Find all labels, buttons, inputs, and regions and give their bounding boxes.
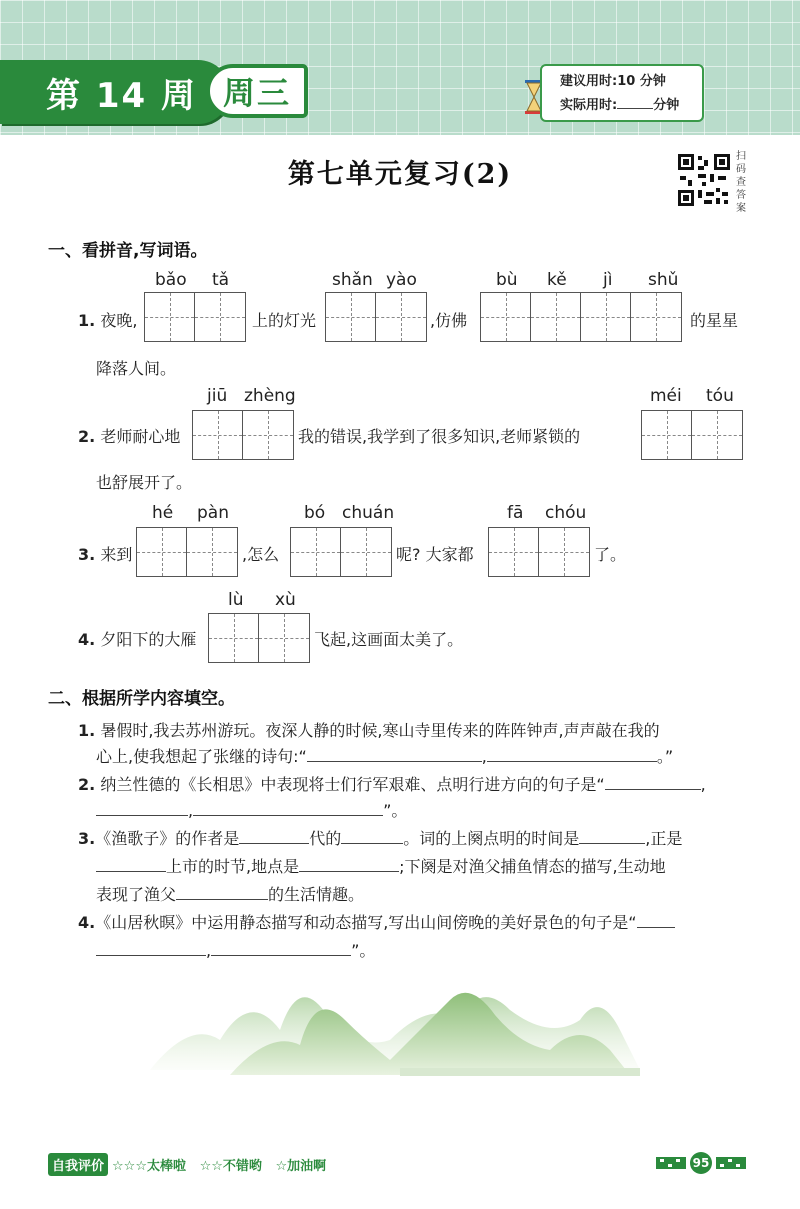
fill-blank[interactable] [96, 941, 206, 956]
actual-time-blank[interactable] [617, 94, 653, 109]
fill-blank[interactable] [96, 801, 188, 816]
answer-grid[interactable] [641, 410, 743, 460]
question-text: 的星星 [690, 311, 739, 330]
answer-grid[interactable] [488, 527, 590, 577]
section2-heading: 二、根据所学内容填空。 [48, 689, 235, 709]
question-text: 上的灯光 [252, 311, 317, 330]
star-icon[interactable]: ☆☆☆ [112, 1159, 147, 1174]
question-text: ,仿佛 [430, 311, 468, 330]
fill-blank[interactable] [487, 747, 657, 762]
question-text: 1. 夜晚, [78, 311, 138, 330]
question-text: 也舒展开了。 [96, 473, 193, 492]
pinyin: bǎo [155, 270, 187, 290]
pinyin: tóu [706, 386, 734, 406]
question-text: , ”。 [96, 798, 407, 821]
actual-time: 实际用时: 分钟 [560, 94, 702, 118]
fill-blank[interactable] [239, 829, 309, 844]
question-text: 了。 [594, 545, 627, 564]
pinyin: kě [547, 270, 567, 290]
star-icon[interactable]: ☆☆ [199, 1159, 223, 1174]
answer-grid[interactable] [208, 613, 310, 663]
time-box [540, 64, 704, 122]
suggested-time: 建议用时:10 分钟 [560, 74, 666, 89]
question-text: 2. 老师耐心地 [78, 427, 181, 446]
pinyin: lù [228, 590, 244, 610]
fill-blank[interactable] [579, 829, 645, 844]
pinyin: tǎ [212, 270, 230, 290]
pinyin: chóu [545, 503, 587, 523]
pinyin: fā [507, 503, 524, 523]
answer-grid[interactable] [136, 527, 238, 577]
pinyin: zhèng [244, 386, 296, 406]
question-text: 我的错误,我学到了很多知识,老师紧锁的 [298, 427, 581, 446]
fill-blank[interactable] [307, 747, 482, 762]
answer-grid[interactable] [480, 292, 682, 342]
qr-code-icon[interactable] [676, 152, 732, 208]
pinyin: bù [496, 270, 518, 290]
pinyin: yào [386, 270, 417, 290]
pinyin: shǎn [332, 270, 373, 290]
pinyin: chuán [342, 503, 395, 523]
fill-blank[interactable] [637, 913, 675, 928]
pinyin: hé [152, 503, 174, 523]
pinyin: shǔ [648, 270, 679, 290]
section1-heading: 一、看拼音,写词语。 [48, 241, 208, 261]
page-title: 第七单元复习(2) [287, 159, 513, 190]
pinyin: bó [304, 503, 326, 523]
self-evaluation [48, 1153, 326, 1176]
fill-blank[interactable] [299, 857, 399, 872]
question-text: 降落人间。 [96, 359, 177, 378]
fill-blank[interactable] [341, 829, 403, 844]
pinyin: xù [275, 590, 296, 610]
eval-label: 自我评价 [48, 1153, 108, 1176]
fill-blank[interactable] [193, 801, 383, 816]
fill-blank[interactable] [605, 775, 701, 790]
question-text: 心上,使我想起了张继的诗句:“ , 。” [96, 747, 674, 766]
question-text: , ”。 [96, 938, 375, 961]
answer-grid[interactable] [290, 527, 392, 577]
question-text: 4.《山居秋暝》中运用静态描写和动态描写,写出山间傍晚的美好景色的句子是“ [78, 910, 675, 933]
answer-grid[interactable] [144, 292, 246, 342]
pinyin: méi [650, 386, 682, 406]
fill-blank[interactable] [211, 941, 351, 956]
qr-caption: 扫 码 查 答 案 [736, 151, 746, 214]
question-text: ,怎么 [242, 545, 280, 564]
mountain-illustration [150, 960, 640, 1080]
question-text: 表现了渔父 的生活情趣。 [96, 885, 365, 904]
pinyin: pàn [197, 503, 229, 523]
fill-blank[interactable] [176, 885, 268, 900]
page-number: 95 [690, 1152, 712, 1174]
rating-label: 太棒啦 [146, 1159, 186, 1174]
pinyin: jiū [207, 386, 228, 406]
question-text: 3.《渔歌子》的作者是 代的 。词的上阕点明的时间是 ,正是 [78, 829, 683, 848]
question-text: 呢? 大家都 [396, 545, 474, 564]
question-text: 1. 暑假时,我去苏州游玩。夜深人静的时候,寒山寺里传来的阵阵钟声,声声敲在我的 [78, 721, 660, 740]
question-text: 飞起,这画面太美了。 [314, 630, 464, 649]
rating-label: 加油啊 [287, 1159, 327, 1174]
star-icon[interactable]: ☆ [275, 1159, 288, 1174]
fill-blank[interactable] [96, 857, 166, 872]
question-text: 上市的时节,地点是 ;下阕是对渔父捕鱼情态的描写,生动地 [96, 854, 666, 877]
pinyin: jì [603, 270, 613, 290]
question-text: 4. 夕阳下的大雁 [78, 630, 197, 649]
rating-label: 不错哟 [222, 1159, 262, 1174]
answer-grid[interactable] [325, 292, 427, 342]
week-label: 第 14 周 [0, 60, 230, 124]
question-text: 2. 纳兰性德的《长相思》中表现将士们行军艰难、点明行进方向的句子是“ , [78, 775, 706, 794]
answer-grid[interactable] [192, 410, 294, 460]
question-text: 3. 来到 [78, 545, 133, 564]
day-label: 周三 [206, 64, 308, 118]
